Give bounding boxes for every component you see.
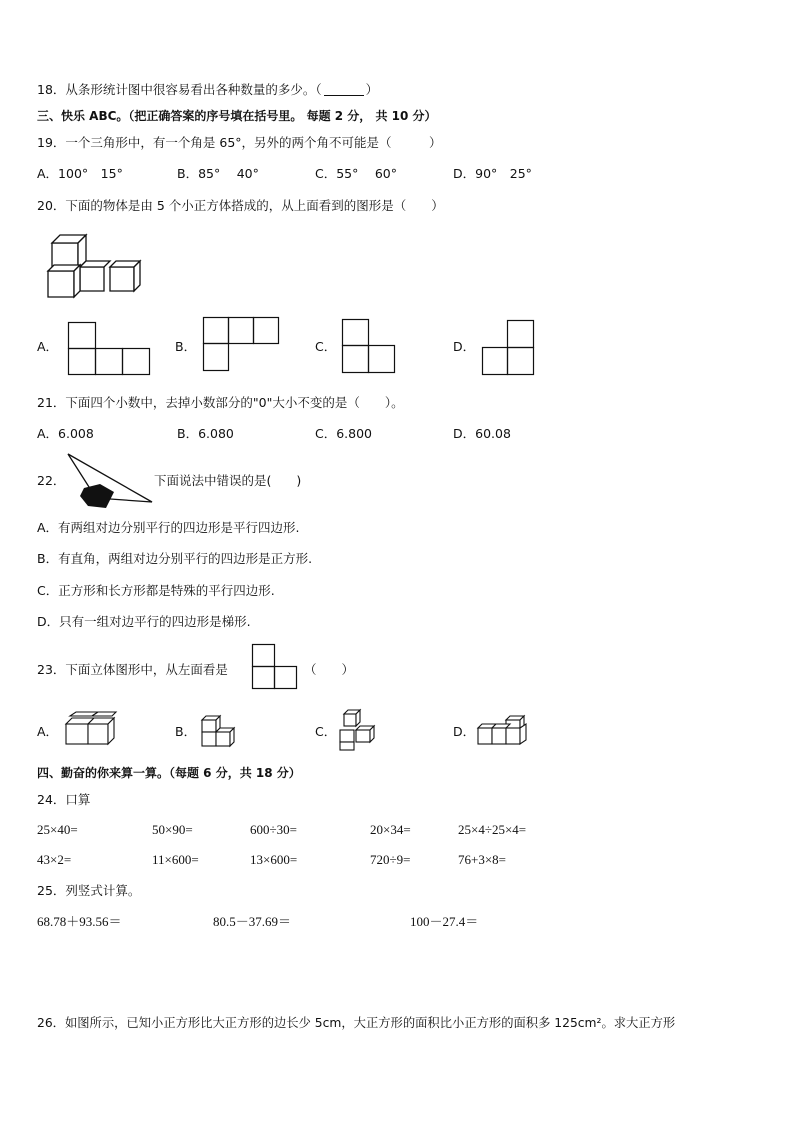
q20-option-b-label[interactable]: B． [175,339,197,354]
q19-option-d[interactable]: D．90° 25° [453,166,532,181]
answer-blank[interactable] [324,83,364,96]
q25-item: 68.78＋93.56＝ [37,914,122,929]
q22-option-a[interactable]: A．有两组对边分别平行的四边形是平行四边形. [37,520,300,535]
q19-option-c[interactable]: C．55° 60° [315,166,398,181]
q21-option-b[interactable]: B．6.080 [177,426,234,441]
question-21-text: 21．下面四个小数中，去掉小数部分的"0"大小不变的是（ ）。 [37,395,404,410]
section-3-header: 三、快乐 ABC。（把正确答案的序号填在括号里。 每题 2 分， 共 10 分） [37,109,437,123]
q20-option-b-figure [203,317,281,373]
question-26-text: 26．如图所示，已知小正方形比大正方形的边长少 5cm，大正方形的面积比小正方形的面积多 125cm²。求大正方形 [37,1016,676,1030]
q24-item: 720÷9= [370,852,411,867]
q23-option-a-figure [64,712,116,748]
q24-item: 25×4÷25×4= [458,822,527,837]
q23-option-d-label[interactable]: D． [453,724,476,739]
q22-option-c[interactable]: C．正方形和长方形都是特殊的平行四边形. [37,583,275,598]
q19-option-a[interactable]: A．100° 15° [37,166,123,181]
q23-option-c-figure [338,710,380,752]
question-22-text: 下面说法中错误的是( ) [154,473,302,488]
q24-item: 20×34= [370,822,411,837]
q20-option-d-label[interactable]: D． [453,339,476,354]
question-18 [37,82,378,98]
q23-option-d-figure [476,714,534,748]
q20-option-c-figure [342,319,398,375]
q24-item: 43×2= [37,852,72,867]
question-22-number: 22． [37,473,66,488]
question-18-end: ） [365,82,379,97]
question-23-paren[interactable]: （ ） [304,662,355,677]
q23-option-a-label[interactable]: A． [37,724,59,739]
question-19-text: 19．一个三角形中，有一个角是 65°，另外的两个角不可能是（ ） [37,135,442,150]
q24-item: 76+3×8= [458,852,506,867]
question-25-title: 25．列竖式计算。 [37,883,141,898]
q23-left-view-figure [252,644,300,692]
q23-option-c-label[interactable]: C． [315,724,337,739]
q22-option-d[interactable]: D．只有一组对边平行的四边形是梯形. [37,614,251,629]
q21-option-c[interactable]: C．6.800 [315,426,373,441]
q20-option-a-figure [68,322,152,376]
q25-item: 80.5－37.69＝ [213,914,292,929]
q20-option-a-label[interactable]: A． [37,339,59,354]
question-20-text: 20．下面的物体是由 5 个小正方体搭成的，从上面看到的图形是（ ） [37,198,444,213]
q23-option-b-label[interactable]: B． [175,724,197,739]
q24-item: 13×600= [250,852,298,867]
question-24-title: 24．口算 [37,792,91,807]
q24-item: 600÷30= [250,822,297,837]
q21-option-a[interactable]: A．6.008 [37,426,94,441]
q22-option-b[interactable]: B．有直角，两组对边分别平行的四边形是正方形. [37,551,313,566]
q20-option-d-figure [482,320,538,378]
q24-item: 50×90= [152,822,193,837]
q19-option-b[interactable]: B．85° 40° [177,166,259,181]
q23-option-b-figure [200,714,244,750]
q22-triangle-figure [66,452,156,512]
q25-item: 100－27.4＝ [410,914,479,929]
q24-item: 25×40= [37,822,78,837]
q20-cube-figure [46,233,138,299]
question-18-text: 18．从条形统计图中很容易看出各种数量的多少。（ [37,82,322,97]
section-4-header: 四、勤奋的你来算一算。（每题 6 分，共 18 分） [37,766,301,780]
q21-option-d[interactable]: D．60.08 [453,426,511,441]
q20-option-c-label[interactable]: C． [315,339,337,354]
q24-item: 11×600= [152,852,199,867]
question-23-text: 23．下面立体图形中，从左面看是 [37,662,228,677]
